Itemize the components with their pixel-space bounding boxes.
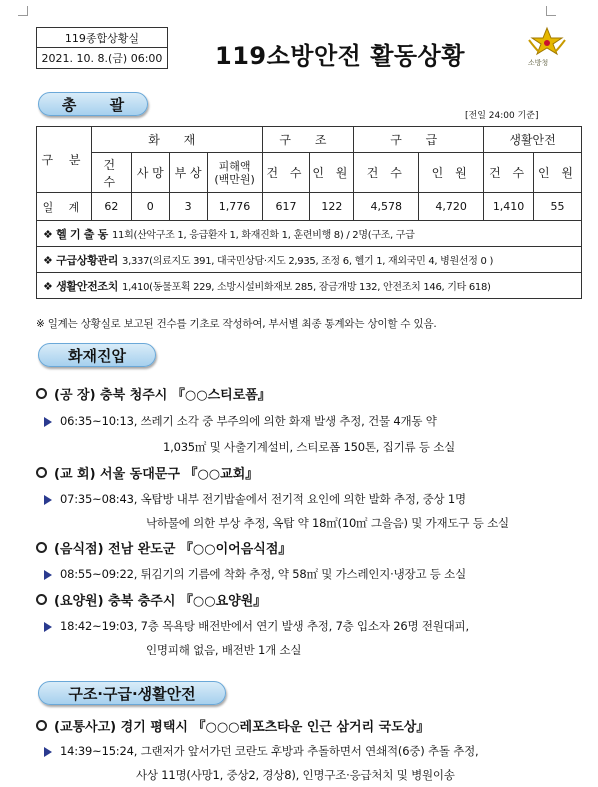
incident-desc-line: 낙하물에 의한 부상 추정, 옥탑 약 18㎡(10㎡ 그을음) 및 가재도구 등 소실: [146, 516, 509, 530]
cell-injured: 3: [169, 193, 207, 221]
col-safety-people: 인 원: [534, 153, 582, 193]
group-header-rescue: 구 조: [262, 127, 354, 153]
note-text: 11회(산악구조 1, 응급환자 1, 화재진화 1, 훈련비행 8) / 2명(구조, 구급: [111, 229, 415, 241]
col-injured: 부 상: [169, 153, 207, 193]
group-header-safety: 생활안전: [484, 127, 582, 153]
header-info-box: [36, 27, 168, 69]
row-label: 일 계: [37, 193, 92, 221]
page-title: 119소방안전 활동상황: [215, 42, 465, 70]
report-datetime: 2021. 10. 8.(금) 06:00: [41, 52, 163, 65]
circle-bullet-icon: [36, 542, 47, 553]
cell-fire-cases: 62: [91, 193, 131, 221]
basis-time: [전일 24:00 기준]: [465, 111, 539, 121]
cell-damage: 1,776: [207, 193, 262, 221]
col-damage-line2: (백만원): [214, 172, 255, 186]
col-safety-cases: 건 수: [484, 153, 534, 193]
col-ems-people: 인 원: [419, 153, 484, 193]
cell-safety-people: 55: [534, 193, 582, 221]
col-fire-cases: 건 수: [91, 153, 131, 193]
incident-title-text: (교통사고) 경기 평택시 『○○○레포츠타운 인근 삼거리 국도상』: [54, 720, 430, 735]
incident-desc-line: 인명피해 없음, 배전반 1개 소실: [146, 643, 302, 657]
incident-desc-line: [44, 413, 437, 429]
crop-mark-right: [546, 6, 556, 16]
logo-text: 소방청: [528, 59, 549, 67]
incident-title: [36, 538, 291, 557]
col-ems-cases: 건 수: [354, 153, 419, 193]
incident-title-text: (교 회) 서울 동대문구 『○○교회』: [54, 467, 259, 482]
col-deaths: 사 망: [131, 153, 169, 193]
org-name: 119종합상황실: [37, 28, 167, 48]
incident-desc-line: [44, 618, 469, 634]
cell-ems-cases: 4,578: [354, 193, 419, 221]
incident-desc-line: 1,035㎡ 및 사출기계설비, 스티로폼 150톤, 집기류 등 소실: [163, 440, 456, 454]
circle-bullet-icon: [36, 388, 47, 399]
triangle-bullet-icon: [44, 417, 52, 427]
table-row-daily: [37, 193, 582, 221]
summary-table: [36, 126, 582, 299]
incident-title: [36, 384, 271, 403]
note-label: ❖ 헬 기 출 동: [43, 227, 108, 241]
note-label: ❖ 구급상황관리: [43, 253, 119, 267]
col-header-gubun: 구 분: [37, 127, 92, 193]
note-row-ems-management: [37, 247, 582, 273]
cell-deaths: 0: [131, 193, 169, 221]
col-rescue-cases: 건 수: [262, 153, 310, 193]
section-header-total: 총 괄: [38, 92, 148, 116]
triangle-bullet-icon: [44, 495, 52, 505]
group-header-ems: 구 급: [354, 127, 484, 153]
incident-title: [36, 590, 266, 609]
incident-desc-line: [44, 491, 466, 507]
col-damage-line1: 피해액: [218, 159, 251, 173]
incident-desc-line: [44, 566, 466, 582]
note-row-safety-actions: [37, 273, 582, 299]
cell-safety-cases: 1,410: [484, 193, 534, 221]
incident-desc-line: 사상 11명(사망1, 중상2, 경상8), 인명구조·응급처치 및 병원이송: [136, 768, 455, 782]
col-rescue-people: 인 원: [310, 153, 354, 193]
incident-desc-text: 08:55~09:22, 튀김기의 기름에 착화 추정, 약 58㎡ 및 가스레인지·냉장고 등 소실: [60, 567, 466, 581]
circle-bullet-icon: [36, 594, 47, 605]
triangle-bullet-icon: [44, 622, 52, 632]
incident-desc-text: 07:35~08:43, 옥탑방 내부 전기밥솥에서 전기적 요인에 의한 발화 추정, 중상 1명: [60, 492, 466, 506]
triangle-bullet-icon: [44, 570, 52, 580]
incident-title: [36, 716, 429, 735]
incident-desc-line: [44, 743, 479, 759]
note-text: 3,337(의료지도 391, 대국민상담·지도 2,935, 조정 6, 헬기 1, 재외국민 4, 병원선정 0 ): [122, 255, 494, 267]
incident-desc-text: 18:42~19:03, 7층 목욕탕 배전반에서 연기 발생 추정, 7층 입소자 26명 전원대피,: [60, 619, 469, 633]
section-header-fire: 화재진압: [38, 343, 156, 367]
incident-desc-text: 14:39~15:24, 그랜저가 앞서가던 코란도 후방과 추돌하면서 연쇄적(6중) 추돌 추정,: [60, 744, 479, 758]
circle-bullet-icon: [36, 720, 47, 731]
group-header-fire: 화 재: [91, 127, 262, 153]
note-label: ❖ 생활안전조치: [43, 279, 119, 293]
incident-desc-text: 06:35~10:13, 쓰레기 소각 중 부주의에 의한 화재 발생 추정, 건물 4개동 약: [60, 414, 437, 428]
cell-rescue-cases: 617: [262, 193, 310, 221]
incident-title-text: (요양원) 충북 충주시 『○○요양원』: [54, 594, 267, 609]
cell-rescue-people: 122: [310, 193, 354, 221]
crop-mark-left: [18, 6, 28, 16]
incident-title: [36, 463, 258, 482]
cell-ems-people: 4,720: [419, 193, 484, 221]
circle-bullet-icon: [36, 467, 47, 478]
incident-title-text: (음식점) 전남 완도군 『○○이어음식점』: [54, 542, 292, 557]
note-row-helicopter: [37, 221, 582, 247]
section-header-rescue: 구조·구급·생활안전: [38, 681, 226, 705]
col-damage: [207, 153, 262, 193]
footnote: ※ 일계는 상황실로 보고된 건수를 기초로 작성하여, 부서별 최종 통계와는 상이할 수 있음.: [36, 318, 437, 330]
note-text: 1,410(동물포획 229, 소방시설비화재보 285, 잠금개방 132, 안전조치 146, 기타 618): [122, 281, 491, 293]
incident-title-text: (공 장) 충북 청주시 『○○스티로폼』: [54, 388, 271, 403]
triangle-bullet-icon: [44, 747, 52, 757]
